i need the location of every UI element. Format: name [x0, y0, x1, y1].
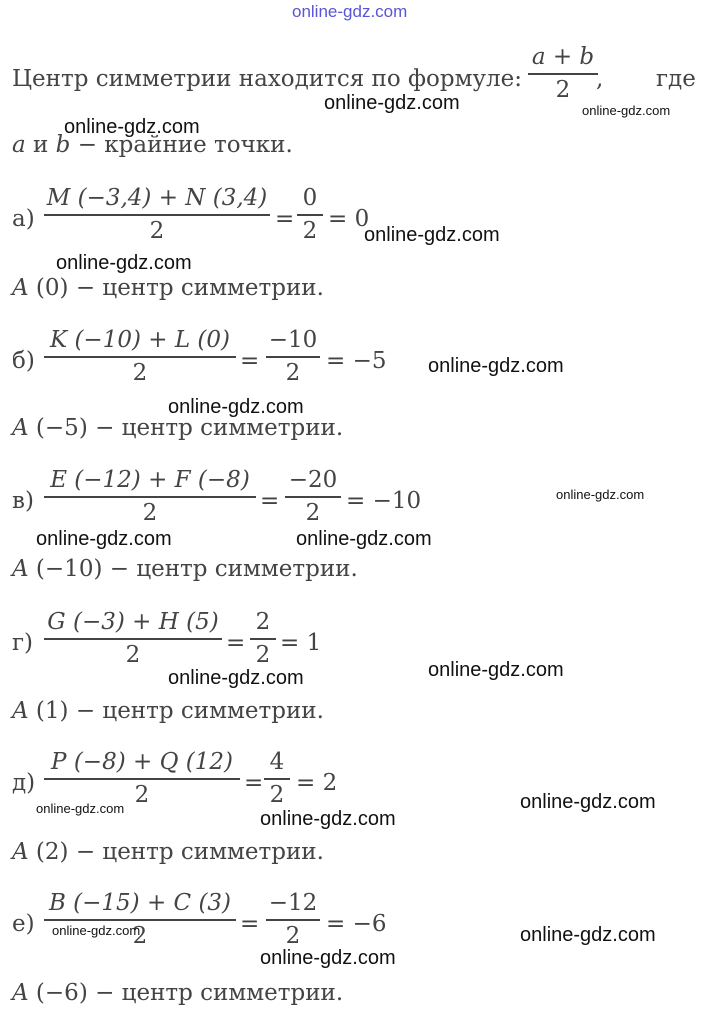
intro-formula-bar — [528, 73, 598, 75]
intro-var-b: b — [55, 132, 71, 158]
item-denominator: 2 — [149, 217, 165, 244]
watermark: online-gdz.com — [56, 252, 192, 274]
conclusion-text: (2) − центр симметрии. — [28, 839, 324, 865]
item-result-bar — [250, 638, 276, 640]
conclusion-point: A — [12, 275, 29, 301]
watermark: online-gdz.com — [52, 923, 141, 938]
item-result-numerator: −20 — [288, 467, 338, 493]
watermark: online-gdz.com — [36, 528, 172, 550]
item-numerator: P (−8) + Q (12) — [51, 749, 233, 775]
item-numerator: B (−15) + C (3) — [48, 890, 232, 916]
watermark: online-gdz.com — [556, 487, 645, 502]
item-fraction — [44, 749, 240, 808]
item-result-bar — [266, 356, 320, 358]
item-result-fraction — [266, 890, 320, 949]
watermark: online-gdz.com — [520, 791, 656, 813]
item-result-fraction — [297, 185, 323, 244]
item-equals: = — [240, 911, 260, 937]
item-fraction-bar — [44, 778, 240, 780]
conclusion-text: (−10) − центр симметрии. — [28, 556, 358, 582]
item-fraction-bar — [44, 638, 222, 640]
item-denominator: 2 — [125, 641, 141, 668]
item-numerator: K (−10) + L (0) — [49, 327, 231, 353]
intro-line1: Центр симметрии находится по формуле: — [12, 66, 523, 92]
item-result-denominator: 2 — [269, 781, 285, 808]
item-denominator: 2 — [132, 359, 148, 386]
item-label: б) — [12, 348, 35, 374]
watermark: online-gdz.com — [64, 116, 200, 138]
conclusion-point: A — [12, 415, 29, 441]
item-denominator: 2 — [132, 922, 148, 949]
item-result-denominator: 2 — [305, 499, 321, 526]
item-conclusion — [12, 274, 324, 302]
item-result-denominator: 2 — [285, 922, 301, 949]
item-label: а) — [12, 206, 35, 232]
item-equals: = — [226, 630, 246, 656]
intro-line2-rest: − крайние точки. — [70, 132, 293, 158]
item-result-bar — [285, 496, 341, 498]
item-result: = −5 — [326, 348, 387, 374]
watermark: online-gdz.com — [296, 528, 432, 550]
item-result-fraction — [250, 609, 276, 668]
item-result-bar — [264, 778, 290, 780]
item-fraction-bar — [44, 214, 270, 216]
watermark: online-gdz.com — [364, 224, 500, 246]
item-result-fraction — [264, 749, 290, 808]
item-result-numerator: −12 — [268, 890, 318, 916]
item-numerator: G (−3) + H (5) — [47, 609, 219, 635]
item-result: = 0 — [328, 206, 370, 232]
conclusion-text: (0) − центр симметрии. — [28, 275, 324, 301]
watermark: online-gdz.com — [428, 659, 564, 681]
item-result-numerator: −10 — [268, 327, 318, 353]
watermark: online-gdz.com — [36, 801, 125, 816]
intro-formula — [528, 44, 598, 103]
item-result-numerator: 4 — [269, 749, 285, 775]
header-watermark: online-gdz.com — [292, 2, 408, 21]
item-fraction — [44, 609, 222, 668]
item-numerator: M (−3,4) + N (3,4) — [46, 185, 268, 211]
conclusion-point: A — [12, 980, 29, 1006]
item-result-denominator: 2 — [285, 359, 301, 386]
item-fraction-bar — [44, 356, 236, 358]
watermark: online-gdz.com — [582, 103, 671, 118]
item-conclusion — [12, 555, 358, 583]
item-equals: = — [244, 770, 264, 796]
item-label: е) — [12, 911, 35, 937]
watermark: online-gdz.com — [168, 396, 304, 418]
item-conclusion — [12, 838, 324, 866]
item-result-denominator: 2 — [302, 217, 318, 244]
intro-where: где — [656, 66, 696, 92]
watermark: online-gdz.com — [428, 355, 564, 377]
watermark: online-gdz.com — [324, 92, 460, 114]
item-conclusion — [12, 697, 324, 725]
item-denominator: 2 — [142, 499, 158, 526]
conclusion-point: A — [12, 556, 29, 582]
item-result: = 2 — [296, 770, 338, 796]
watermark: online-gdz.com — [260, 947, 396, 969]
item-label: д) — [12, 770, 36, 796]
intro-var-a: a — [12, 132, 26, 158]
intro-formula-numerator: a + b — [531, 44, 595, 70]
watermark: online-gdz.com — [520, 924, 656, 946]
conclusion-point: A — [12, 839, 29, 865]
item-equals: = — [275, 206, 295, 232]
conclusion-text: (−6) − центр симметрии. — [28, 980, 344, 1006]
intro-and: и — [25, 132, 56, 158]
item-label: г) — [12, 630, 34, 656]
item-result: = 1 — [280, 630, 322, 656]
conclusion-text: (1) − центр симметрии. — [28, 698, 324, 724]
conclusion-text: (−5) − центр симметрии. — [28, 415, 344, 441]
conclusion-point: A — [12, 698, 29, 724]
item-equals: = — [260, 488, 280, 514]
item-equals: = — [240, 348, 260, 374]
intro-formula-denominator: 2 — [555, 76, 571, 103]
item-result: = −6 — [326, 911, 387, 937]
item-fraction — [44, 467, 256, 526]
intro-comma: , — [596, 66, 604, 92]
item-fraction — [44, 327, 236, 386]
item-result: = −10 — [346, 488, 422, 514]
item-result-denominator: 2 — [255, 641, 271, 668]
item-conclusion — [12, 979, 343, 1007]
item-numerator: E (−12) + F (−8) — [50, 467, 250, 493]
item-fraction-bar — [44, 496, 256, 498]
item-label: в) — [12, 488, 34, 514]
item-fraction — [44, 185, 270, 244]
watermark: online-gdz.com — [168, 667, 304, 689]
watermark: online-gdz.com — [260, 808, 396, 830]
item-result-fraction — [285, 467, 341, 526]
item-result-bar — [266, 919, 320, 921]
item-denominator: 2 — [134, 781, 150, 808]
item-fraction — [44, 890, 236, 949]
item-result-numerator: 2 — [255, 609, 271, 635]
item-fraction-bar — [44, 919, 236, 921]
item-result-numerator: 0 — [302, 185, 318, 211]
item-result-bar — [297, 214, 323, 216]
item-result-fraction — [266, 327, 320, 386]
